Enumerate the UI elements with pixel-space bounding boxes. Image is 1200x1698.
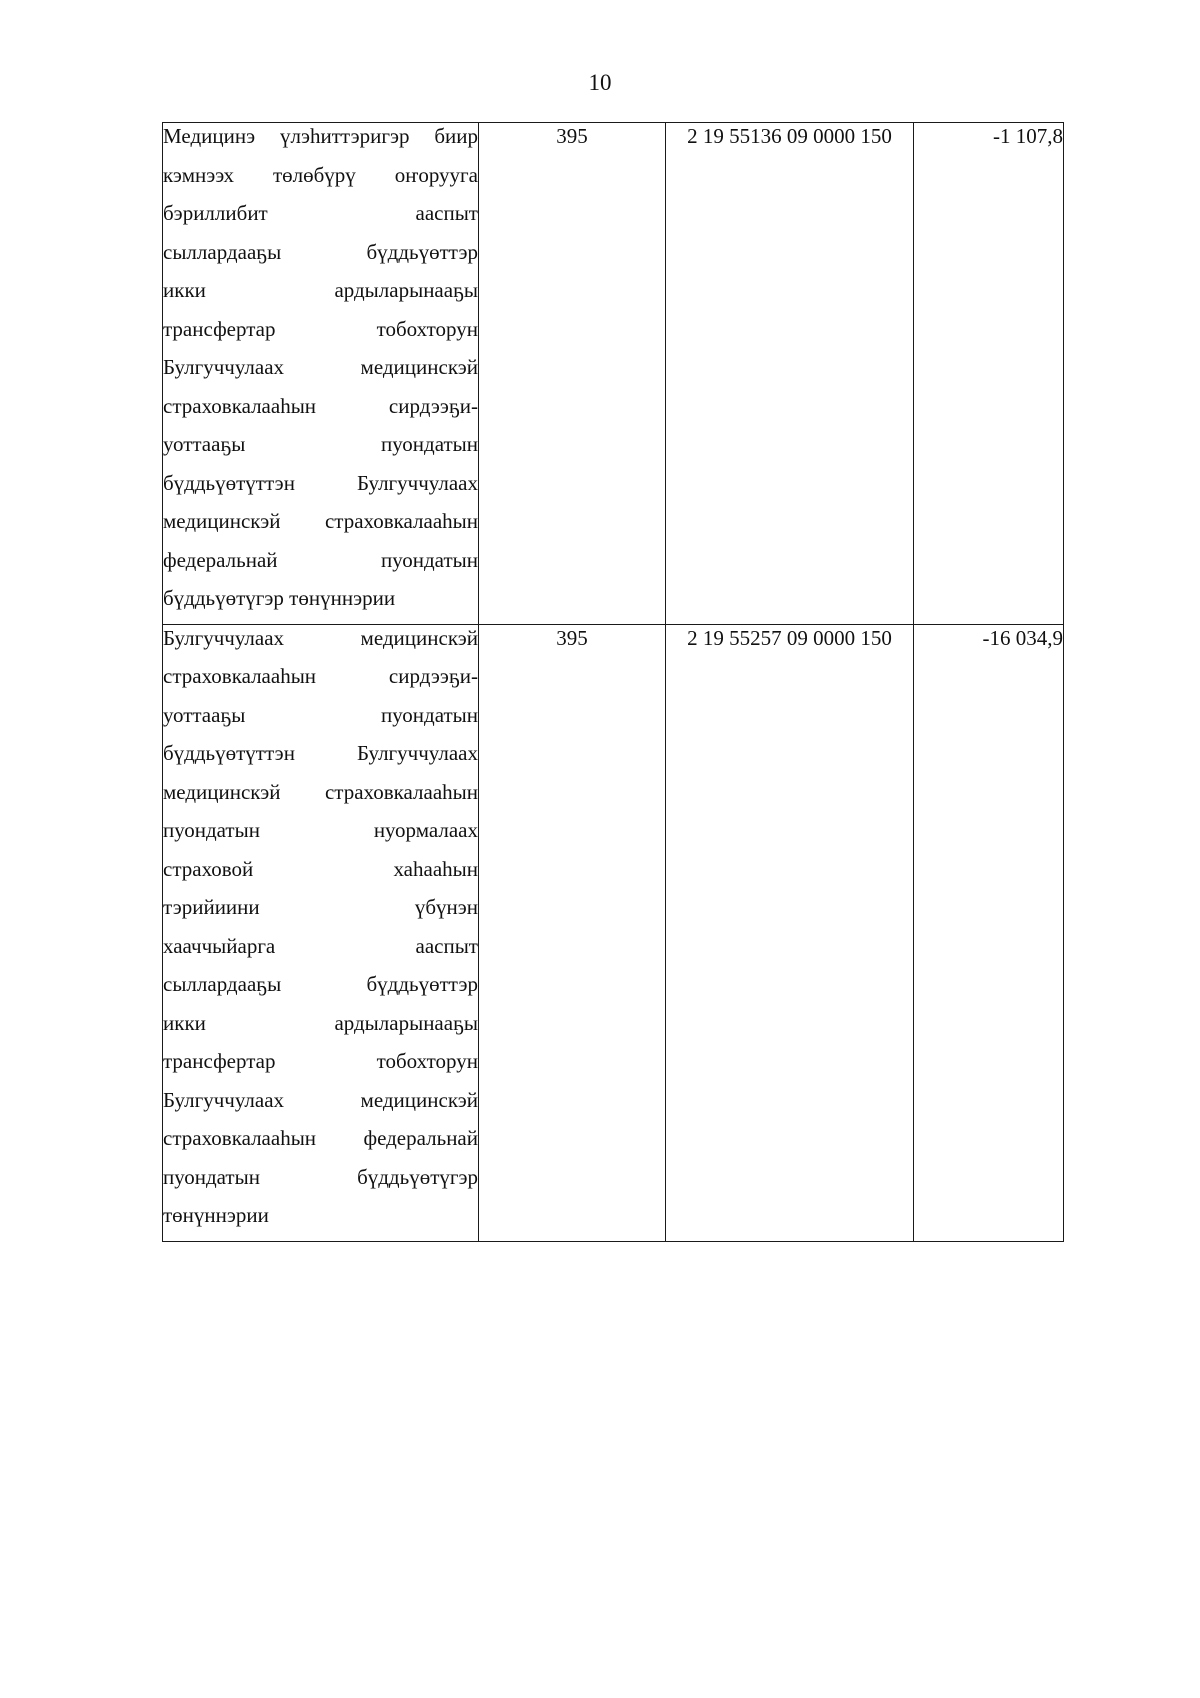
table-row [163,123,1064,625]
description-line: Булгуччулаах медицинскэй [163,355,478,379]
description-line: страховкалааһын сирдээҕи- [163,664,478,688]
description-line: бүддьүөтүгэр төнүннэрии [163,586,396,610]
description-line: сыллардааҕы бүддьүөттэр [163,239,478,264]
description-line: страховой хаһааһын [163,856,478,881]
description-line: пуондатын нуормалаах [163,818,478,842]
description-line: уоттааҕы пуондатын [163,702,478,727]
description-line: трансфертар тобохторун [163,1049,478,1073]
description-line: бэриллибит ааспыт [163,201,478,225]
description-line: бүддьүөтүттэн Булгуччулаах [163,741,478,765]
description-line: икки ардыларынааҕы [163,1010,478,1035]
description-cell [163,123,479,625]
code-cell: 395 [479,123,666,625]
description-line: медицинскэй страховкалааһын [163,509,478,533]
description-line: кэмнээх төлөбүрү оҥорууга [163,162,478,187]
description-line: сыллардааҕы бүддьүөттэр [163,972,478,996]
description-line: Медицинэ үлэһиттэригэр биир [163,124,478,148]
description-line: страховкалааһын федеральнай [163,1126,478,1150]
description-line: икки ардыларынааҕы [163,278,478,302]
amount-cell: -1 107,8 [914,123,1064,625]
code-cell: 395 [479,624,666,1241]
description-line: төнүннэрии [163,1203,269,1227]
description-line: тэрийиини үбүнэн [163,895,478,919]
description-line: хааччыйарга ааспыт [163,933,478,958]
amount-cell: -16 034,9 [914,624,1064,1241]
description-line: пуондатын бүддьүөтүгэр [163,1164,478,1189]
page-number: 10 [588,70,612,95]
description-line: медицинскэй страховкалааһын [163,779,478,804]
description-line: федеральнай пуондатын [163,547,478,572]
table-row [163,624,1064,1241]
description-line: бүддьүөтүттэн Булгуччулаах [163,470,478,495]
classification-code-cell: 2 19 55257 09 0000 150 [666,624,914,1241]
description-line: трансфертар тобохторун [163,316,478,341]
description-cell [163,624,479,1241]
classification-code-cell: 2 19 55136 09 0000 150 [666,123,914,625]
description-line: Булгуччулаах медицинскэй [163,625,478,650]
budget-table [162,122,1064,1242]
description-line: страховкалааһын сирдээҕи- [163,393,478,418]
description-line: Булгуччулаах медицинскэй [163,1087,478,1112]
description-line: уоттааҕы пуондатын [163,432,478,456]
